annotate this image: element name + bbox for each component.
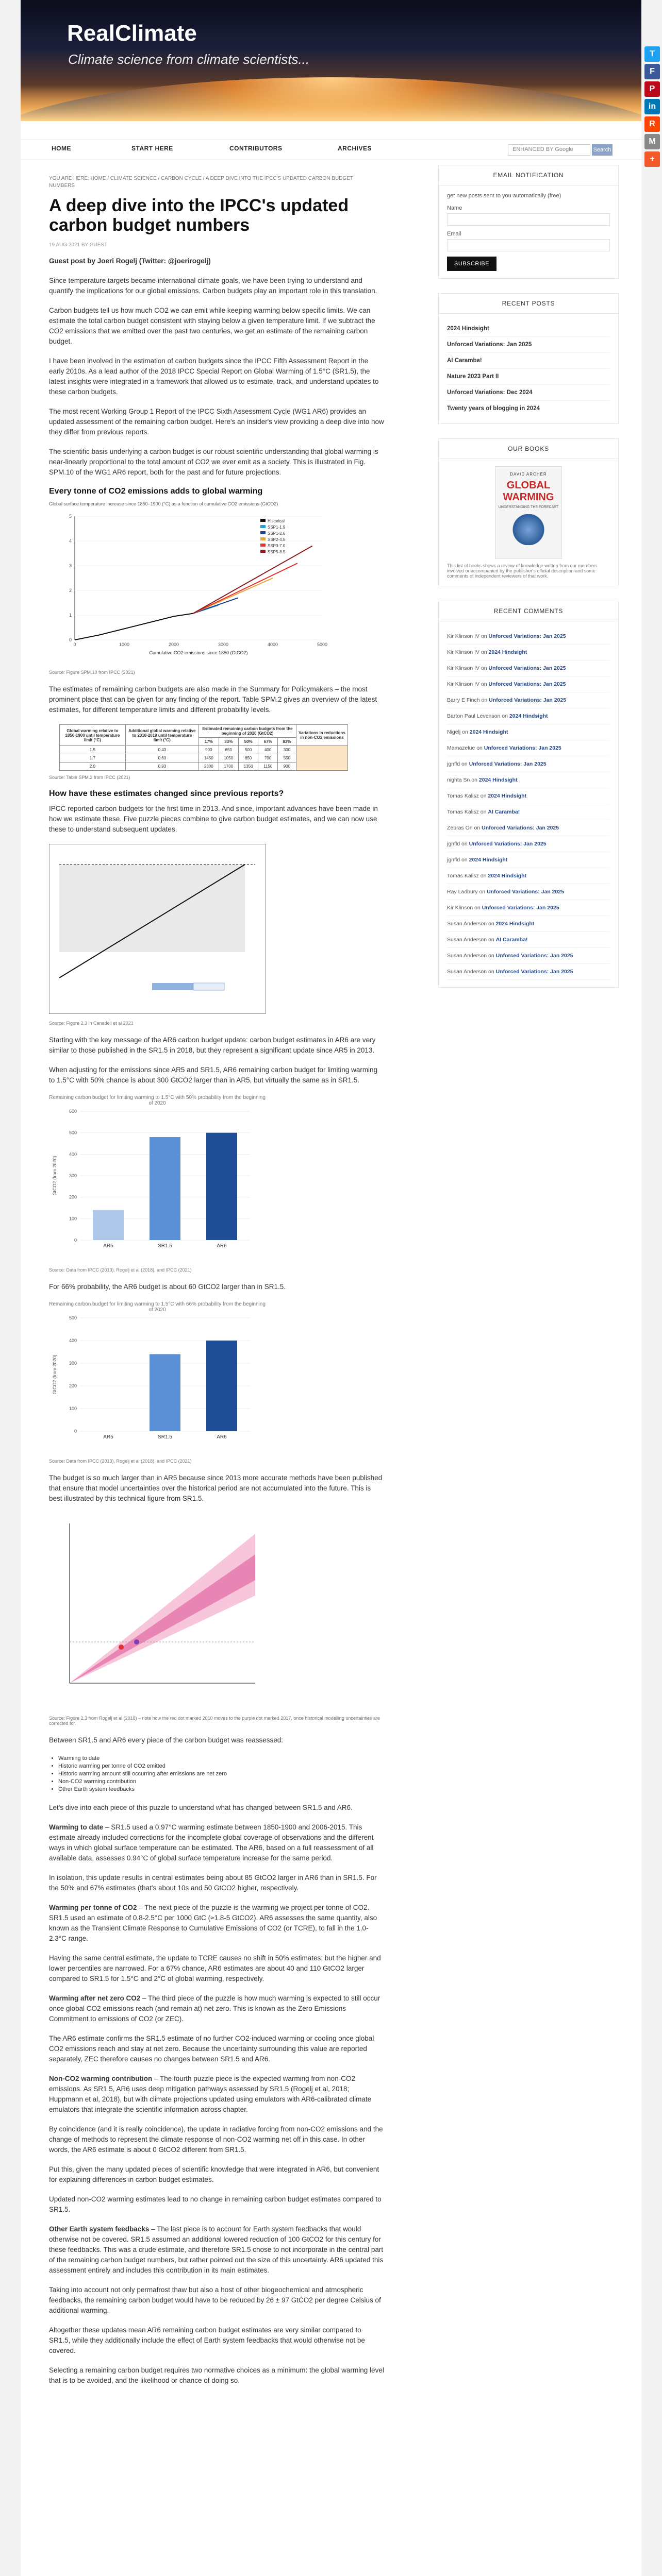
comment-post-link[interactable]: Unforced Variations: Jan 2025: [482, 825, 559, 831]
comment-post-link[interactable]: Unforced Variations: Jan 2025: [484, 745, 561, 751]
x-tick-label: SR1.5: [158, 1434, 172, 1440]
comment-item[interactable]: Barton Paul Levenson on 2024 Hindsight: [447, 708, 610, 724]
chart-title: Remaining carbon budget for limiting warming to 1.5°C with 50% probability from the beginning of 2020: [49, 1095, 266, 1106]
reddit-icon[interactable]: R: [644, 116, 660, 132]
table-cell: 0.43: [125, 746, 198, 754]
comment-author[interactable]: Susan Anderson: [447, 921, 487, 927]
y-tick-label: 5: [69, 514, 72, 519]
site-tagline: Climate science from climate scientists...: [68, 52, 310, 67]
comment-author[interactable]: Tomas Kalisz: [447, 809, 479, 815]
y-tick-label: 300: [69, 1173, 77, 1178]
table-cell: 1700: [219, 762, 238, 771]
paragraph: For 66% probability, the AR6 budget is about 60 GtCO2 larger than in SR1.5.: [49, 1283, 286, 1291]
legend-swatch: [260, 525, 266, 528]
comment-post-link[interactable]: AI Caramba!: [488, 809, 520, 815]
comment-post-link[interactable]: 2024 Hindsight: [478, 777, 518, 783]
table-cell: 900: [277, 762, 296, 771]
table-spm2: [49, 724, 384, 771]
comment-item[interactable]: Kir Klinson IV on 2024 Hindsight: [447, 645, 610, 660]
list-item: • Historic warming per tonne of CO2 emitted: [58, 1762, 384, 1770]
legend-label: SSP3-7.0: [268, 544, 286, 548]
post-byline: Guest post by Joeri Rogelj (Twitter: @joerirogelj): [49, 257, 211, 265]
name-field[interactable]: [447, 213, 610, 226]
paragraph-text: – The fourth puzzle piece is the expected warming from non-CO2 emissions. As SR1.5, AR6 uses deep mitigation pathways assessed by SR1.5 (Rogelj et al, 2018; Huppmann et al, 2018), but with climate projections updated using emulators with AR6-calibrated climate emulators that integrate the scientific information across chapter.: [49, 2075, 372, 2113]
share-bar: [644, 46, 660, 169]
comment-author[interactable]: jgnfld: [447, 857, 460, 863]
email-icon[interactable]: M: [644, 134, 660, 149]
figure-subtitle: Global surface temperature increase since 1850–1900 (°C) as a function of cumulative CO2 emissions (GtCO2): [49, 501, 278, 506]
comment-author[interactable]: Kir Klinson IV: [447, 633, 480, 639]
email-label: Email: [447, 231, 461, 237]
comment-post-link[interactable]: 2024 Hindsight: [509, 713, 548, 719]
x-tick-label: AR6: [217, 1243, 227, 1249]
table-cell: [296, 746, 347, 771]
comment-author[interactable]: Barry E Finch: [447, 697, 480, 703]
legend-label: SSP5-8.5: [268, 550, 286, 554]
paragraph: Put this, given the many updated pieces of scientific knowledge that were integrated in AR6, but convenient for explaining differences in carbon budget estimates.: [49, 2165, 379, 2183]
comment-post-link[interactable]: Unforced Variations: Jan 2025: [488, 681, 566, 687]
comment-post-link[interactable]: Unforced Variations: Jan 2025: [488, 633, 566, 639]
paragraph: Starting with the key message of the AR6 carbon budget update: carbon budget estimates in AR6 are very similar to those published in the SR1.5 in 2018, but they represent a significant update since AR5 in 2013.: [49, 1036, 376, 1054]
widget-title: EMAIL NOTIFICATION: [439, 165, 618, 185]
table-subheader: 50%: [238, 738, 258, 746]
table-cell: 900: [199, 746, 219, 754]
email-widget: [438, 165, 619, 279]
y-tick-label: 0: [69, 637, 72, 642]
legend-swatch: [260, 550, 266, 553]
figure-spm10: [49, 487, 384, 666]
sr15-technical-figure: [49, 1513, 276, 1709]
list-item: • Non-CO2 warming contribution: [58, 1778, 384, 1786]
books-widget: [438, 438, 619, 586]
paragraph: Taking into account not only permafrost thaw but also a host of other biogeochemical and atmospheric feedbacks, the remaining carbon budget would have to be reduced by 26 ± 97 GtCO2 per degree Celsius of additional warming.: [49, 2286, 381, 2314]
comment-item[interactable]: Kir Klinson on Unforced Variations: Jan 2025: [447, 900, 610, 916]
figure-caption: Source: Data from IPCC (2013), Rogelj et al (2018), and IPCC (2021): [49, 1267, 192, 1273]
legend-swatch: [260, 531, 266, 534]
y-tick-label: 200: [69, 1194, 77, 1200]
series-line-ssp5-8.5: [193, 546, 312, 614]
table-subheader: 17%: [199, 738, 219, 746]
paragraph: [49, 1993, 384, 2024]
paragraph: Between SR1.5 and AR6 every piece of the carbon budget was reassessed:: [49, 1736, 284, 1744]
table-cell: 500: [238, 746, 258, 754]
table-cell: 2300: [199, 762, 219, 771]
comment-post-link[interactable]: 2024 Hindsight: [488, 649, 527, 655]
paragraph-text: – SR1.5 used a 0.97°C warming estimate between 1850-1900 and 2006-2015. This estimate already included corrections for the incomplete global coverage of observations and the different ways in which global surface temperature can be estimated. The AR6, based on a full reassessment of all available data, assesses 0.94°C of global surface temperature increase for the same period.: [49, 1823, 374, 1862]
comment-item[interactable]: Nigelj on 2024 Hindsight: [447, 724, 610, 740]
widget-title: OUR BOOKS: [439, 439, 618, 459]
list-item: • Other Earth system feedbacks: [58, 1786, 384, 1793]
recent-post-link[interactable]: Nature 2023 Part II: [447, 369, 610, 385]
paragraph: Updated non-CO2 warming estimates lead to no change in remaining carbon budget estimates compared to SR1.5.: [49, 2195, 382, 2213]
figure-carbon-budget-schematic: [49, 844, 384, 1016]
comment-post-link[interactable]: Unforced Variations: Jan 2025: [495, 953, 573, 959]
paragraph: Selecting a remaining carbon budget requires two normative choices as a minimum: the global warming level that is to be avoided, and the likelihood or chance of doing so.: [49, 2366, 384, 2384]
y-tick-label: 0: [74, 1429, 77, 1434]
email-intro: get new posts sent to you automatically (free): [447, 193, 561, 199]
table-cell: 700: [258, 754, 278, 762]
bar-chart-50pct: [49, 1106, 266, 1261]
comment-author[interactable]: Kir Klinson IV: [447, 681, 480, 687]
x-tick-label: 3000: [218, 642, 229, 647]
bar-chart-66pct: [49, 1313, 266, 1452]
recent-post-link[interactable]: Unforced Variations: Dec 2024: [447, 385, 610, 401]
table-cell: 1150: [258, 762, 278, 771]
paragraph: [49, 2224, 384, 2276]
x-tick-label: 0: [73, 642, 76, 647]
comment-item[interactable]: Ray Ladbury on Unforced Variations: Jan 2025: [447, 884, 610, 900]
paragraph-text: – The third piece of the puzzle is how much warming is expected to still occur once global CO2 emissions reach (and remain at) net zero. This is known as the Zero Emissions Commitment to emissions of CO2 (or ZEC).: [49, 1994, 380, 2023]
widget-title: RECENT COMMENTS: [439, 601, 618, 621]
table-cell: 850: [238, 754, 258, 762]
comment-author[interactable]: Susan Anderson: [447, 953, 487, 959]
comment-item[interactable]: Kir Klinson IV on Unforced Variations: Jan 2025: [447, 676, 610, 692]
bold-label: Warming after net zero CO2: [49, 1994, 141, 2002]
subscribe-button[interactable]: SUBSCRIBE: [447, 257, 496, 271]
x-tick-label: AR6: [217, 1434, 227, 1440]
sidebar: [438, 165, 619, 1002]
table-subheader: 67%: [258, 738, 278, 746]
bold-label: Non-CO2 warming contribution: [49, 2075, 153, 2082]
comment-item[interactable]: nighta Sn on 2024 Hindsight: [447, 772, 610, 788]
bar-sr15: [150, 1354, 180, 1431]
x-tick-label: 4000: [267, 642, 278, 647]
y-tick-label: 0: [74, 1238, 77, 1243]
x-tick-label: 5000: [317, 642, 328, 647]
comment-item[interactable]: Kir Klinson IV on Unforced Variations: Jan 2025: [447, 629, 610, 645]
comment-item[interactable]: Susan Anderson on AI Caramba!: [447, 932, 610, 948]
comment-item[interactable]: Mamazelue on Unforced Variations: Jan 2025: [447, 740, 610, 756]
site-title[interactable]: RealClimate: [67, 21, 197, 46]
table-cell: 1350: [238, 762, 258, 771]
figure-caption: Source: Figure 2.3 in Canadell et al 2021: [49, 1021, 134, 1026]
comment-item[interactable]: Tomas Kalisz on AI Caramba!: [447, 804, 610, 820]
chart-title: Remaining carbon budget for limiting warming to 1.5°C with 66% probability from the beginning of 2020: [49, 1301, 266, 1313]
y-tick-label: 1: [69, 613, 72, 618]
paragraph: IPCC reported carbon budgets for the first time in 2013. And since, important advances have been made in how we estimate these. Five puzzle pieces combine to give carbon budget estimates, and we can now use these to understand subsequent updates.: [49, 805, 378, 833]
comment-author[interactable]: Susan Anderson: [447, 969, 487, 975]
paragraph: Carbon budgets tell us how much CO2 we can emit while keeping warming below specific limits. We can estimate the total carbon budget consistent with staying below a given temperature limit. If we subtract the CO2 emissions that we emitted over the past two centuries, we get an estimate of the remaining carbon budget.: [49, 307, 375, 345]
comment-post-link[interactable]: Unforced Variations: Jan 2025: [488, 665, 566, 671]
comment-item[interactable]: Tomas Kalisz on 2024 Hindsight: [447, 868, 610, 884]
table-header: Variations in reductions in non-CO2 emissions: [296, 725, 347, 746]
x-tick-label: SR1.5: [158, 1243, 172, 1249]
legend-label: SSP2-4.5: [268, 537, 286, 542]
y-tick-label: 100: [69, 1406, 77, 1411]
x-axis-label: Cumulative CO2 emissions since 1850 (GtCO2): [149, 650, 248, 655]
table-cell: 650: [219, 746, 238, 754]
table-row: [60, 746, 348, 754]
name-label: Name: [447, 205, 462, 211]
comment-author[interactable]: Mamazelue: [447, 745, 475, 751]
table-subheader: 33%: [219, 738, 238, 746]
nav-archives[interactable]: ARCHIVES: [338, 145, 372, 152]
figure-caption: Source: Figure 2.3 from Rogelj et al (2018) – note how the red dot marked 2010 moves to the purple dot marked 2017, once historical modelling uncertainties are corrected for.: [49, 1716, 380, 1726]
comment-post-link[interactable]: Unforced Variations: Jan 2025: [495, 969, 573, 975]
comment-item[interactable]: Kir Klinson IV on Unforced Variations: Jan 2025: [447, 660, 610, 676]
list-item: • Warming to date: [58, 1755, 384, 1762]
table-subheader: 83%: [277, 738, 296, 746]
figure-bar-50pct: [49, 1095, 384, 1263]
bar-ar5: [93, 1210, 124, 1240]
comment-item[interactable]: jgnfld on Unforced Variations: Jan 2025: [447, 756, 610, 772]
table-caption: Source: Table SPM.2 from IPCC (2021): [49, 775, 130, 780]
list-item: • Historic warming amount still occurring after emissions are net zero: [58, 1770, 384, 1778]
figure-title: Every tonne of CO2 emissions adds to global warming: [49, 487, 263, 496]
table-cell: 1.5: [60, 746, 126, 754]
legend-label: SSP1-2.6: [268, 531, 286, 536]
bold-label: Other Earth system feedbacks: [49, 2225, 150, 2233]
series-line-historical: [75, 614, 193, 640]
paragraph: [49, 2074, 384, 2115]
paragraph: When adjusting for the emissions since AR5 and SR1.5, AR6 remaining carbon budget for limiting warming to 1.5°C with 50% chance is about 300 GtCO2 larger than in AR5, but virtually the same as in SR1.5.: [49, 1066, 378, 1084]
x-tick-label: AR5: [103, 1434, 113, 1440]
facebook-icon[interactable]: F: [644, 64, 660, 79]
paragraph: Let's dive into each piece of this puzzle to understand what has changed between SR1.5 and AR6.: [49, 1804, 353, 1811]
comment-item[interactable]: Susan Anderson on Unforced Variations: Jan 2025: [447, 964, 610, 980]
comment-post-link[interactable]: Unforced Variations: Jan 2025: [469, 761, 547, 767]
widget-title: RECENT POSTS: [439, 294, 618, 314]
paragraph: [49, 1822, 384, 1863]
paragraph: In isolation, this update results in central estimates being about 85 GtCO2 larger in AR6 than in SR1.5. For the 50% and 67% estimates (that's about 10s and 50 GtCO2 higher, respectively.: [49, 1874, 377, 1892]
book-subtitle: UNDERSTANDING THE FORECAST: [498, 505, 559, 509]
comment-item[interactable]: Barry E Finch on Unforced Variations: Jan 2025: [447, 692, 610, 708]
chart-spm10: [49, 509, 338, 663]
post-title: A deep dive into the IPCC's updated carbon budget numbers: [49, 196, 349, 235]
table-cell: 2.0: [60, 762, 126, 771]
comment-author[interactable]: Ray Ladbury: [447, 889, 478, 895]
book-globe-image: [508, 514, 549, 545]
recent-post-link[interactable]: Unforced Variations: Jan 2025: [447, 337, 610, 353]
twitter-icon[interactable]: T: [644, 46, 660, 62]
more-share-icon[interactable]: +: [644, 151, 660, 167]
figure-bar-66pct: [49, 1301, 384, 1454]
comment-author[interactable]: Zebras On: [447, 825, 473, 831]
nav-start-here[interactable]: START HERE: [131, 145, 173, 152]
comment-author[interactable]: nighta Sn: [447, 777, 470, 783]
recent-posts-widget: [438, 293, 619, 424]
bold-label: Warming to date: [49, 1823, 104, 1831]
table-cell: 0.63: [125, 754, 198, 762]
comment-item[interactable]: jgnfld on Unforced Variations: Jan 2025: [447, 836, 610, 852]
bar-ar6: [206, 1133, 237, 1240]
figure-caption: Source: Data from IPCC (2013), Rogelj et al (2018), and IPCC (2021): [49, 1459, 192, 1464]
comment-post-link[interactable]: AI Caramba!: [495, 937, 528, 943]
recent-post-link[interactable]: 2024 Hindsight: [447, 321, 610, 337]
comment-author[interactable]: Tomas Kalisz: [447, 873, 479, 879]
y-tick-label: 4: [69, 538, 72, 544]
paragraph-text: – The next piece of the puzzle is the warming we project per tonne of CO2. SR1.5 used an estimate of 0.8-2.5°C per 1000 GtC (≈1.8-5 GtCO2). AR6 assesses the same quantity, also known as the Transient Climate Response to Cumulative Emissions of CO2 (or TCRE), to fall in the 1.0-2.3°C range.: [49, 1904, 377, 1942]
comment-author[interactable]: Barton Paul Levenson: [447, 713, 501, 719]
comment-post-link[interactable]: 2024 Hindsight: [488, 873, 527, 879]
bar-sr15: [150, 1137, 180, 1240]
x-tick-label: 2000: [168, 642, 179, 647]
paragraph: The most recent Working Group 1 Report of the IPCC Sixth Assessment Cycle (WG1 AR6) provides an updated assessment of the remaining carbon budget. Here's an insider's view providing a deep dive into how they differ from previous reports.: [49, 408, 384, 436]
nav-home[interactable]: HOME: [52, 145, 71, 152]
paragraph: [49, 1903, 384, 1944]
pinterest-icon[interactable]: P: [644, 81, 660, 97]
recent-post-link[interactable]: Twenty years of blogging in 2024: [447, 405, 540, 412]
table-cell: 0.93: [125, 762, 198, 771]
y-axis-label: GtCO2 (from 2020): [52, 1354, 57, 1395]
y-tick-label: 100: [69, 1216, 77, 1222]
article: [49, 196, 384, 2395]
paragraph: By coincidence (and it is really coincidence), the update in radiative forcing from non-CO2 emissions and the change of methods to represent the climate response of non-CO2 warming net off in this case. In other words, the AR6 estimate is about 0 GtCO2 different from SR1.5.: [49, 2125, 383, 2154]
y-tick-label: 500: [69, 1315, 77, 1320]
table-header: Additional global warming relative to 2010-2019 until temperature limit (°C): [125, 725, 198, 746]
table-cell: 550: [277, 754, 296, 762]
search-input[interactable]: ENHANCED BY Google: [508, 144, 590, 156]
book-cover[interactable]: [495, 466, 562, 559]
comment-post-link[interactable]: 2024 Hindsight: [469, 729, 508, 735]
bold-label: Warming per tonne of CO2: [49, 1904, 137, 1911]
series-line-ssp3-7.0: [193, 563, 297, 613]
book-author: DAVID ARCHER: [510, 472, 547, 477]
y-tick-label: 3: [69, 563, 72, 568]
section-heading: How have these estimates changed since previous reports?: [49, 789, 284, 798]
table-cell: 1450: [199, 754, 219, 762]
paragraph: The scientific basis underlying a carbon budget is our robust scientific understanding that global warming is near-linearly proportional to the total amount of CO2 we ever emit as a society. This is illustrated in Fig. SPM.10 of the WG1 AR6 report, both for the past and for future projections.: [49, 448, 378, 476]
comment-author[interactable]: jgnfld: [447, 761, 460, 767]
table-header: Global warming relative to 1850-1900 until temperature limit (°C): [60, 725, 126, 746]
nav-contributors[interactable]: CONTRIBUTORS: [229, 145, 283, 152]
linkedin-icon[interactable]: in: [644, 99, 660, 114]
bar-ar6: [206, 1341, 237, 1431]
x-tick-label: 1000: [119, 642, 130, 647]
table-cell: 400: [258, 746, 278, 754]
comment-item[interactable]: Zebras On on Unforced Variations: Jan 2025: [447, 820, 610, 836]
paragraph: Altogether these updates mean AR6 remaining carbon budget estimates are very similar compared to SR1.5, while they additionally include the effect of Earth system feedbacks that would otherwise not be covered.: [49, 2326, 365, 2354]
y-tick-label: 300: [69, 1361, 77, 1366]
figure-sr15-technical: [49, 1513, 384, 1711]
comment-post-link[interactable]: 2024 Hindsight: [469, 857, 508, 863]
y-tick-label: 200: [69, 1383, 77, 1388]
comment-post-link[interactable]: Unforced Variations: Jan 2025: [469, 841, 547, 847]
search-button[interactable]: Search: [592, 144, 613, 156]
comment-item[interactable]: jgnfld on 2024 Hindsight: [447, 852, 610, 868]
paragraph: The AR6 estimate confirms the SR1.5 estimate of no further CO2-induced warming or cooling once global CO2 emissions reach and stay at net zero. Because the uncertainty surrounding this value are reported separately, ZEC therefore causes no changes between SR1.5 and AR6.: [49, 2035, 374, 2063]
paragraph-text: – The last piece is to account for Earth system feedbacks that would otherwise not be covered. SR1.5 assumed an additional lowered reduction of 100 GtCO2 for this century for these feedbacks. This was a crude estimate, and therefore SR1.5 chose to not incorporate in the central part of the remaining carbon budget numbers, but rather pointed out the size of this uncertainty. AR6 updated this assessment entirely and includes this contribution in its main estimates.: [49, 2225, 384, 2274]
comment-author[interactable]: Tomas Kalisz: [447, 793, 479, 799]
paragraph: Since temperature targets became international climate goals, we have been trying to understand and quantify the implications for our global emissions. Carbon budgets play an important role in this translation.: [49, 277, 377, 295]
legend-label: Historical: [268, 519, 285, 523]
paragraph: Having the same central estimate, the update to TCRE causes no shift in 50% estimates; but the higher and lower percentiles are narrowed. For a 67% chance, AR6 estimates are about 40 and 110 GtCO2 larger compared to SR1.5 for 1.5°C and 2°C of global warming, respectively.: [49, 1954, 381, 1982]
recent-post-link[interactable]: AI Caramba!: [447, 353, 610, 369]
y-tick-label: 600: [69, 1109, 77, 1114]
y-tick-label: 400: [69, 1151, 77, 1157]
comment-item[interactable]: Tomas Kalisz on 2024 Hindsight: [447, 788, 610, 804]
table-cell: 1050: [219, 754, 238, 762]
table-cell: 1.7: [60, 754, 126, 762]
paragraph: The budget is so much larger than in AR5 because since 2013 more accurate methods have been published that ensure that model uncertainties over the historical period are not accumulated into the future. This is best illustrated by this technical figure from SR1.5.: [49, 1474, 383, 1502]
y-tick-label: 400: [69, 1338, 77, 1343]
y-tick-label: 2: [69, 588, 72, 593]
comment-item[interactable]: Susan Anderson on Unforced Variations: Jan 2025: [447, 948, 610, 964]
post-meta: 19 AUG 2021 BY GUEST: [49, 242, 108, 248]
breadcrumb[interactable]: YOU ARE HERE: HOME / CLIMATE SCIENCE / CARBON CYCLE / A DEEP DIVE INTO THE IPCC'S UPDATED CARBON BUDGET NUMBERS: [49, 176, 353, 189]
comment-author[interactable]: Susan Anderson: [447, 937, 487, 943]
paragraph: I have been involved in the estimation of carbon budgets since the IPCC Fifth Assessment Report in the early 2010s. As a lead author of the 2018 IPCC Special Report on Global Warming of 1.5°C (SR1.5), the latest insights were integrated in a framework that allowed us to estimate, track, and understand updates to these carbon budgets.: [49, 357, 379, 396]
book-note: This list of books shows a review of knowledge written from our members involved or accompanied by the publisher's official description and some comments of independent reviewers of that work.: [447, 563, 598, 579]
y-tick-label: 500: [69, 1130, 77, 1136]
puzzle-list: [49, 1755, 384, 1793]
comment-post-link[interactable]: 2024 Hindsight: [488, 793, 527, 799]
comment-post-link[interactable]: Unforced Variations: Jan 2025: [487, 889, 565, 895]
legend-swatch: [260, 537, 266, 540]
comment-post-link[interactable]: 2024 Hindsight: [495, 921, 535, 927]
book-title-line: GLOBAL: [506, 480, 551, 491]
comment-post-link[interactable]: Unforced Variations: Jan 2025: [482, 905, 559, 911]
legend-swatch: [260, 519, 266, 522]
comment-author[interactable]: Nigelj: [447, 729, 461, 735]
comment-author[interactable]: Kir Klinson IV: [447, 649, 480, 655]
carbon-budget-table: [59, 724, 348, 771]
comment-author[interactable]: Kir Klinson: [447, 905, 473, 911]
comment-author[interactable]: jgnfld: [447, 841, 460, 847]
comments-widget: [438, 601, 619, 988]
email-field[interactable]: [447, 239, 610, 251]
x-tick-label: AR5: [103, 1243, 113, 1249]
comment-item[interactable]: Susan Anderson on 2024 Hindsight: [447, 916, 610, 932]
comment-author[interactable]: Kir Klinson IV: [447, 665, 480, 671]
y-axis-label: GtCO2 (from 2020): [52, 1156, 57, 1196]
legend-swatch: [260, 544, 266, 547]
table-cell: 300: [277, 746, 296, 754]
book-title-line: WARMING: [503, 492, 554, 503]
table-header: Estimated remaining carbon budgets from the beginning of 2020 (GtCO2): [199, 725, 296, 738]
site-header: [21, 0, 641, 121]
comments-list: [439, 621, 618, 987]
paragraph: The estimates of remaining carbon budgets are also made in the Summary for Policymakers – the most prominent place that can be given for any finding of the report. Table SPM.2 gives an overview of the latest estimates, for different temperature limits and different probability levels.: [49, 685, 377, 714]
schematic-diagram: [49, 844, 266, 1014]
legend-label: SSP1-1.9: [268, 525, 286, 530]
figure-caption: Source: Figure SPM.10 from IPCC (2021): [49, 670, 135, 675]
comment-post-link[interactable]: Unforced Variations: Jan 2025: [489, 697, 567, 703]
